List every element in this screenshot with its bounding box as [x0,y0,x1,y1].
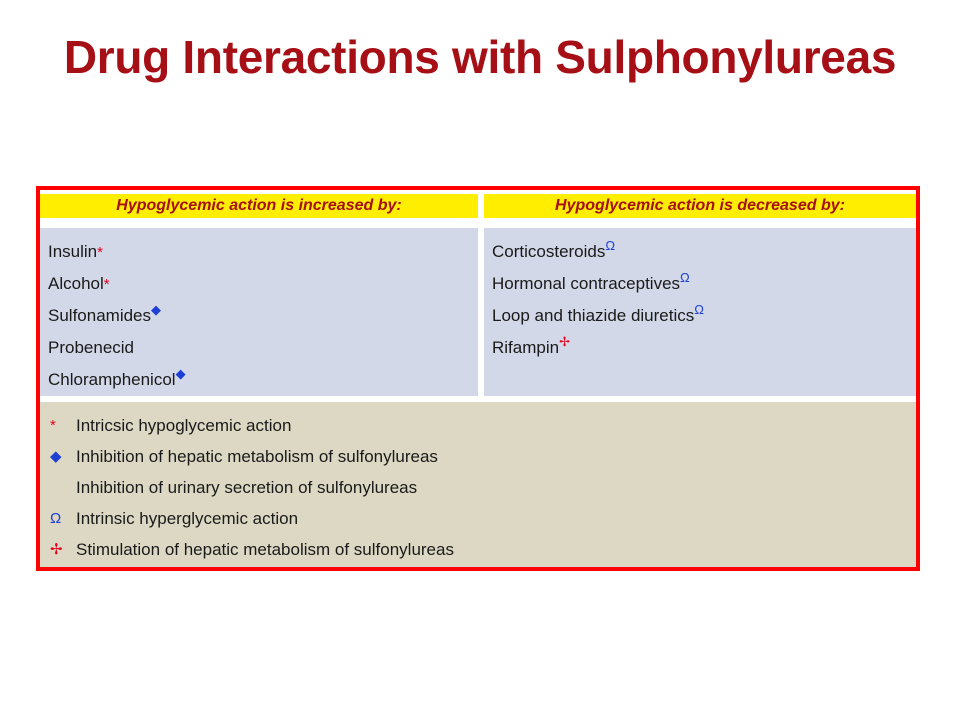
omega-marker: Ω [605,238,616,253]
drug-item: Rifampin✢ [492,334,570,357]
diamond-marker: ◆ [151,302,162,317]
diamond-marker: ◆ [50,448,62,465]
drug-item: Sulfonamides◆ [48,302,162,325]
diamond-marker: ◆ [175,366,186,381]
legend-item: Inhibition of urinary secretion of sulfonylureas [76,478,418,497]
omega-marker: Ω [680,270,690,285]
slide-title: Drug Interactions with Sulphonylureas [63,31,897,83]
legend-item: Ω Intrinsic hyperglycemic action [50,503,916,534]
drug-item: Alcohol* [48,274,110,293]
star-marker: * [103,276,110,293]
interactions-table [36,186,920,571]
drug-item: Probenecid [48,338,135,357]
increased-list [40,228,478,396]
drug-item: Hormonal contraceptives$^\Omega$ [492,270,690,293]
legend-item: ✢ Stimulation of hepatic metabolism of sulfonylureas [50,534,916,565]
drug-item: Chloramphenicol◆ [48,366,186,389]
legend-item: ◆ Inhibition of hepatic metabolism of sulfonylureas [50,441,916,472]
legend-item: * Intricsic hypoglycemic action [50,410,916,441]
star-marker: * [50,417,56,434]
star-marker: * [97,244,103,261]
drug-item: Loop and thiazide diuretics$^\Omega$ [492,302,704,325]
cross-marker: ✢ [50,541,63,558]
omega-marker: Ω [50,510,62,527]
cross-marker: ✢ [559,334,570,349]
omega-marker: Ω [694,302,704,317]
decreased-list [484,228,916,396]
decreased-header: Hypoglycemic action is decreased by: [484,194,916,218]
legend [40,402,916,567]
drug-item: Corticosteroids$^\Omega$ [492,238,616,261]
increased-header: Hypoglycemic action is increased by: [40,194,478,218]
drug-item: Insulin* [48,242,103,261]
